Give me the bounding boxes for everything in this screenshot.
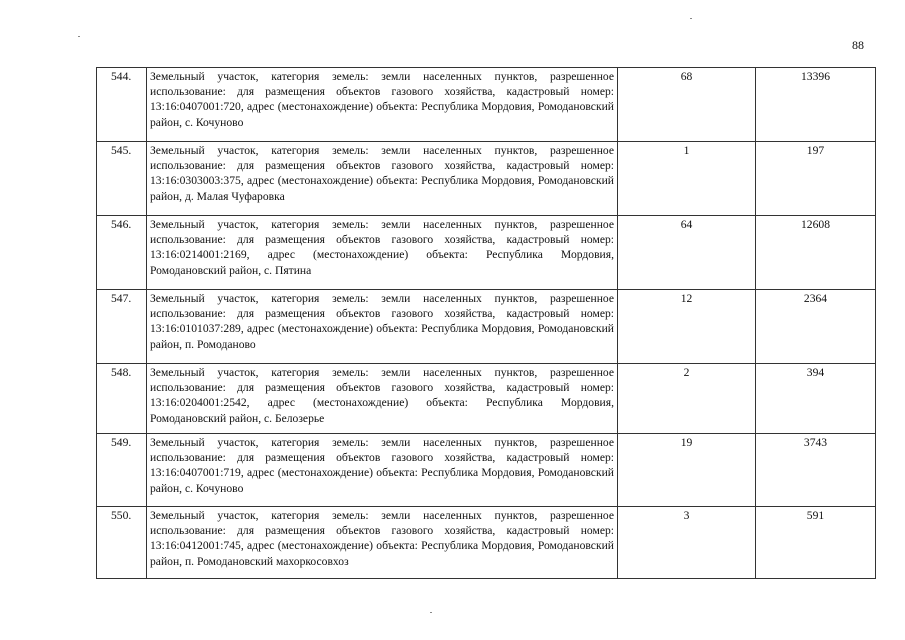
description-cell: Земельный участок, категория земель: земли населенных пунктов, разрешенное использование: для размещения объектов газового хозяйства, кадастровый номер: 13:16:0214001:2169, адрес (местонахождение) объекта: Республика Мордовия, Ромодановский район, с. Пятина: [147, 216, 618, 290]
row-number-cell: 546.: [97, 216, 147, 290]
row-number-cell: 549.: [97, 434, 147, 507]
quantity-cell: 68: [618, 68, 756, 142]
value-cell: 3743: [756, 434, 876, 507]
description-cell: Земельный участок, категория земель: земли населенных пунктов, разрешенное использование: для размещения объектов газового хозяйства, кадастровый номер: 13:16:0303003:375, адрес (местонахождение) объекта: Республика Мордовия, Ромодановский район, д. Малая Чуфаровка: [147, 142, 618, 216]
description-cell: Земельный участок, категория земель: земли населенных пунктов, разрешенное использование: для размещения объектов газового хозяйства, кадастровый номер: 13:16:0407001:719, адрес (местонахождение) объекта: Республика Мордовия, Ромодановский район, с. Кочуново: [147, 434, 618, 507]
quantity-cell: 12: [618, 290, 756, 364]
value-cell: 394: [756, 364, 876, 434]
quantity-cell: 1: [618, 142, 756, 216]
table-row: [97, 434, 876, 507]
description-cell: Земельный участок, категория земель: земли населенных пунктов, разрешенное использование: для размещения объектов газового хозяйства, кадастровый номер: 13:16:0101037:289, адрес (местонахождение) объекта: Республика Мордовия, Ромодановский район, п. Ромоданово: [147, 290, 618, 364]
row-number-cell: 547.: [97, 290, 147, 364]
quantity-cell: 64: [618, 216, 756, 290]
table-row: [97, 216, 876, 290]
scan-speck: [430, 612, 432, 613]
table-row: [97, 364, 876, 434]
row-number-cell: 544.: [97, 68, 147, 142]
property-registry-table: [96, 67, 876, 579]
description-cell: Земельный участок, категория земель: земли населенных пунктов, разрешенное использование: для размещения объектов газового хозяйства, кадастровый номер: 13:16:0412001:745, адрес (местонахождение) объекта: Республика Мордовия, Ромодановский район, п. Ромодановский махоркосовхоз: [147, 507, 618, 579]
value-cell: 2364: [756, 290, 876, 364]
table-row: [97, 290, 876, 364]
description-cell: Земельный участок, категория земель: земли населенных пунктов, разрешенное использование: для размещения объектов газового хозяйства, кадастровый номер: 13:16:0204001:2542, адрес (местонахождение) объекта: Республика Мордовия, Ромодановский район, с. Белозерье: [147, 364, 618, 434]
row-number-cell: 548.: [97, 364, 147, 434]
value-cell: 13396: [756, 68, 876, 142]
table-row: [97, 507, 876, 579]
quantity-cell: 19: [618, 434, 756, 507]
scan-speck: [690, 18, 692, 19]
description-cell: Земельный участок, категория земель: земли населенных пунктов, разрешенное использование: для размещения объектов газового хозяйства, кадастровый номер: 13:16:0407001:720, адрес (местонахождение) объекта: Республика Мордовия, Ромодановский район, с. Кочуново: [147, 68, 618, 142]
page-number: 88: [852, 38, 864, 52]
value-cell: 197: [756, 142, 876, 216]
table-row: [97, 142, 876, 216]
quantity-cell: 3: [618, 507, 756, 579]
row-number-cell: 550.: [97, 507, 147, 579]
quantity-cell: 2: [618, 364, 756, 434]
table-row: [97, 68, 876, 142]
value-cell: 12608: [756, 216, 876, 290]
row-number-cell: 545.: [97, 142, 147, 216]
scan-speck: [78, 36, 80, 37]
value-cell: 591: [756, 507, 876, 579]
